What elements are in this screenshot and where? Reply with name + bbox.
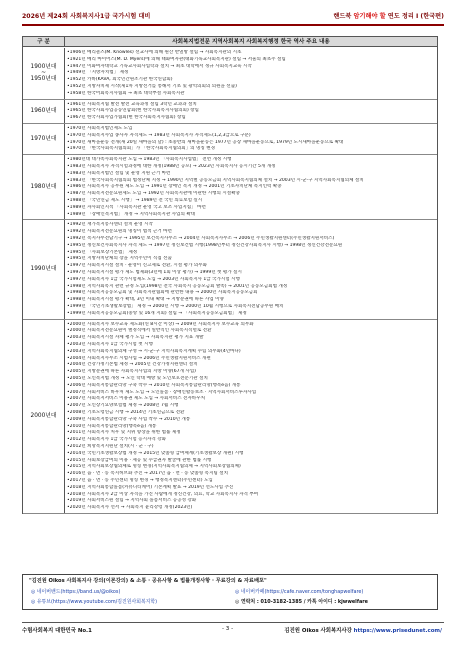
header-rule bbox=[22, 24, 444, 26]
history-table bbox=[22, 36, 438, 514]
event-item: •2015년 사회보장급여의 이용 · 제공 및 수급권자 발굴에 관한 법률 시행 bbox=[67, 457, 212, 463]
event-item: •2003년 사회복지사 1급 국가시험 첫 시행 bbox=[67, 341, 153, 347]
event-item: •2020년 사회복지사 선서 → 사회복지 윤리강령 개정(2023년) bbox=[67, 505, 193, 511]
contact-info: ◎ 연락처 : 010-3182-1385 / 카톡 아이디 : kjwwelfare bbox=[235, 599, 368, 605]
event-item: •2006년 사회복지통합관리망 구축 착수 → 2010년 사회복지통합관리망(행복e음) 개통 bbox=[67, 382, 241, 388]
handbook-title bbox=[333, 11, 444, 20]
era-label: 1990년대 bbox=[30, 266, 57, 273]
event-item: •1988년 「국민연금 제도 시행」 → 1989년 전 국민 의료보험 실시 bbox=[67, 197, 203, 203]
event-item: •1986년 사회복지사 공무원 제도 도입 → 1991년 장애인 복지 개정 → 2001년 기초자치단체 복지인력 확충 bbox=[67, 184, 282, 190]
exam-title: 2026년 제24회 사회복지사1급 국가시험 대비 bbox=[22, 13, 151, 20]
event-item: •1947년 이화여자대학교 기독교사회사업학과 설치 → 최초 대학에서 정규 사회복지교육 시작 bbox=[67, 63, 252, 69]
era-label: 1970년대 bbox=[30, 135, 57, 142]
event-item: •1999년 「국민기초생활보장법」 제정 → 2000년 시행 → 2000년 10월 시행으로 사회복지전담공무원 배치 bbox=[67, 303, 284, 309]
footer-site bbox=[284, 626, 442, 634]
event-item: •2014년 국민기초생활보장법 개정 → 2015년 맞춤형 급여체계(기초생활보장 개편) 시행 bbox=[67, 450, 244, 456]
youtube-link[interactable]: ◎ 유튜브(https://www.youtube.com/김진원사회복지학) bbox=[31, 599, 158, 605]
event-item: •1906년 메리놀즈(M. Knowles) 선교사에 의해 원산 반열방 설립 → 사회복지관의 시초 bbox=[67, 50, 242, 55]
footer-site-link[interactable]: https://www.prisedunet.com/ bbox=[353, 628, 442, 634]
event-list bbox=[67, 48, 435, 99]
table-row bbox=[23, 220, 437, 319]
era-cell bbox=[23, 100, 65, 123]
event-item: •1952년 카바(KAVA, 외국민간원조기관 한국연합회) bbox=[67, 77, 173, 83]
era-cell bbox=[23, 320, 65, 513]
era-label: ~ bbox=[41, 70, 46, 77]
era-label: 1950년대 bbox=[30, 76, 57, 83]
era-label: 1900년대 bbox=[30, 63, 57, 70]
era-label: 1980년대 bbox=[30, 184, 57, 191]
event-item: •1970년 사회복지사업 종사자 자격제도 → 1983년 사회복지사 자격제도(1,2,3급으로 구분) bbox=[67, 132, 251, 138]
handbook-title-suffix: 연도 정리 I (한국편) bbox=[385, 13, 444, 20]
era-label: 2000년대 bbox=[30, 413, 57, 420]
event-item: •1949년 「지방자치법」 제정 bbox=[67, 70, 129, 76]
page-header bbox=[22, 11, 444, 25]
event-item: •2007년 사회서비스 바우처 제도 도입 → 노인돌봄 · 장애인활동보조 · 지역사회서비스투자사업 bbox=[67, 389, 257, 395]
event-item: •1997년 사회복지사 1급 국가시험제도 도입 → 2003년 사회복지사 1급 국가시험 시행 bbox=[67, 276, 240, 282]
notice-box bbox=[22, 574, 438, 610]
table-row bbox=[23, 124, 437, 155]
event-item: •2007년 노인장기요양보험법 제정 → 2008년 7월 시행 bbox=[67, 403, 179, 409]
naver-band-link[interactable]: ◎ 네이버밴드(https://band.us/@oikos) bbox=[31, 589, 121, 595]
table-header bbox=[23, 37, 437, 47]
era-label: 1960년대 bbox=[30, 108, 57, 115]
event-list bbox=[67, 100, 435, 123]
table-row bbox=[23, 100, 437, 124]
event-item: •2018년 사회복지사 2급 이상 자격을 가진 사람에게 정신건강, 의료, 학교 사회복지사 자격 부여 bbox=[67, 491, 259, 497]
event-item: •2017년 읍 · 면 · 동 주민센터 명칭 변경 → 행정복지센터(주민센터) 도입 bbox=[67, 477, 213, 483]
handbook-title-emphasis: 암기해야 할 bbox=[353, 13, 386, 20]
event-item: •1970년 사회복지법인제도 도입 bbox=[67, 126, 133, 131]
footer-slogan: 수험사회복지 대한민국 No.1 bbox=[22, 628, 92, 634]
event-item: •2005년 지방분권에 따른 사회복지사업의 지방 이양(67개 사업) bbox=[67, 369, 196, 375]
event-list bbox=[67, 220, 435, 318]
event-item: •2005년 노인복지법 개정 → 노인 학대 예방 및 노인보호전문기관 설치 bbox=[67, 375, 208, 381]
event-item: •1987년 사회복지전문요원제도 도입 → 1992년 사회복지관에 이관한 시행의 시설확충 bbox=[67, 191, 240, 197]
event-item: •2009년 사회복지통합관리망 구축 사업 착수 → 2010년 개통 bbox=[67, 416, 191, 422]
notice-title: "김진원 Oikos 사회복지사 강의(이론강의) & 소통 · 공유사항 & 법률개정사항 · 무료강의 & 자료배포" bbox=[29, 578, 267, 584]
event-item: •2011년 사회복지사 처우 및 지위 향상을 위한 법률 제정 bbox=[67, 430, 181, 436]
event-item: •2018년 지역사회통합돌봄(커뮤니티케어) 기본계획 발표 → 2019년 선도사업 추진 bbox=[67, 484, 234, 490]
table-row bbox=[23, 320, 437, 514]
event-item: •1958년 한국어회복지사협회 → 최초 대학부설 사회복지관 bbox=[67, 90, 185, 96]
column-header-content: 사회복지법전문 지역사회복지 사회복지행정 한국 역사 주요 내용 bbox=[172, 39, 330, 45]
event-item: •1965년 한국사회사업공동연합회(현 한국사회복지사협의회) 창립 bbox=[67, 108, 199, 114]
event-item: •2012년 희망복지지원단 설치(시 · 군 · 구) bbox=[67, 443, 154, 449]
event-item: •1995년 지방자치단체의 장을 지역주민이 직접 선출 bbox=[67, 256, 172, 262]
event-item: •2016년 읍 · 면 · 동 복지허브화 추진 → 2017년 읍 · 면 · 동 맞춤형 복지팀 설치 bbox=[67, 471, 229, 477]
event-item: •1999년 사회복지공동모금회(중앙 및 16개 지회) 설립 → 「사회복지공동모금회법」 제정 bbox=[67, 310, 247, 316]
table-row bbox=[23, 155, 437, 220]
event-item: •1995년 「사회보장기본법」 제정 bbox=[67, 249, 138, 255]
event-list bbox=[67, 320, 435, 513]
event-item: •1997년 사회복지시설 평가 제도 법제화(3년에 1회 이상 평가) → 1999년 첫 평가 실시 bbox=[67, 269, 242, 275]
event-item: •1983년 사회복지사 자격시험과정에 대한 개정(1988년 공포) → 2023년 사회복지사 응시기간 5개 개정 bbox=[67, 163, 276, 169]
footer-author: 김진원 Oikos 사회복지사강 bbox=[284, 628, 354, 634]
event-item: •2000년 사회복지전문요원이 별정직에서 일반직인 사회복지직렬로 전환 bbox=[67, 328, 212, 334]
event-item: •1998년 지역사회복지 관련 규정 도입(1998년 전국 사회복지 공동모금회 발족) → 2001년 공동모금회법 개정 bbox=[67, 283, 288, 289]
event-item: •1992년 사회복지전문요원의 명칭이 법적 근거 마련 bbox=[67, 229, 172, 235]
event-item: •1992년 복지사무전담기구 → 1995년 보건복지사무소 → 2004년 사회복지사무소 → 2006년 주민생활지원센터(주민생활지원서비스) bbox=[67, 235, 335, 241]
naver-cafe-link[interactable]: ◎ 네이버카페(https://cafe.naver.com/tonghapwelfare) bbox=[235, 589, 364, 595]
event-item: •2019년 사회서비스원 설립 → 지역사회 돌봄서비스 공공성 강화 bbox=[67, 498, 197, 504]
event-item: •1970년 「한국사회복지협의회」가 「한국사회복지협의회」의 명칭 변경 bbox=[67, 146, 216, 152]
event-item: •2008년 기초노령연금 시행 → 2014년 기초연금으로 전환 bbox=[67, 409, 185, 415]
event-item: •1998년 사회복지시설 평가 확대, 3년 이내 확대 → 지방분권에 따른 사업 이양 bbox=[67, 297, 224, 303]
event-item: •1921년 메리 마이어스(M. D. Myers)에 의해 태화여자관(태화기독교사회복지관) 설립 → 서울의 최초주 설립 bbox=[67, 56, 286, 62]
table-row bbox=[23, 48, 437, 100]
event-item: •2015년 지역사회보장협의체로 명칭 변경(지역사회복지협의체 → 지역사회보장협의체) bbox=[67, 464, 241, 470]
footer-rule bbox=[22, 622, 444, 623]
event-item: •1989년 자사회인지적 「사회복지관 운영 국고 보조 사업지침」 마련 bbox=[67, 204, 206, 210]
event-item: •1952년 지방자치제 시작(제1차 지방선거를 통해서 기초 및 광역의회의 의원을 선출) bbox=[67, 83, 237, 89]
event-item: •1970년 새마을운동 전개(새 20일 새마을의 날) : 초중반의 새마을운동은 1977년 공장 새마을운동으로, 1979년 도시새마을운동으로 확대 bbox=[67, 139, 344, 145]
event-list bbox=[67, 155, 435, 219]
handbook-title-prefix: 핸드북 bbox=[333, 13, 354, 20]
era-cell bbox=[23, 155, 65, 219]
event-item: •1989년 「장애인복지법」 개정 → 지역사회복지관 사업의 확대 bbox=[67, 211, 196, 217]
event-list bbox=[67, 124, 435, 154]
era-cell bbox=[23, 220, 65, 318]
event-item: •2012년 사회복지사 1급 국가시험 응시자격 강화 bbox=[67, 437, 167, 443]
event-item: •2004년 건강가정기본법 제정 → 2005년 건강가정지원센터 설치 bbox=[67, 362, 198, 368]
event-item: •2007년 사회복지서비스 이용권 제도 도입 → 사회서비스 전자바우처 bbox=[67, 396, 205, 402]
event-item: •2003년 사회복지시설 자체 평가 도입 → 사회복지관 평가 지표 개발 bbox=[67, 335, 204, 341]
era-cell bbox=[23, 124, 65, 154]
event-item: •1980년대 대가족사회복지관 도입 → 1983년 「사회복지사업법」 전면 개정 시행 bbox=[67, 157, 232, 163]
event-item: •1995년 정신보건사회복지사 자격 제도 → 1997년 정신보건법 시행(1998년부터 정신건강사회복지사 시행) → 1998년 정신건강전문요원 bbox=[67, 242, 343, 248]
event-item: •2000년 사회복지사 보수교육 제도화(연 8시간 이상) → 2009년 사회복지사 보수교육 의무화 bbox=[67, 321, 254, 327]
event-item: •1992년 재가복지봉사센터 설치 운영 시작 bbox=[67, 222, 153, 228]
event-item: •2010년 사회복지통합관리망(행복e음) 개통 bbox=[67, 423, 157, 429]
event-item: •1961년 사회복지협 발전 발전 교육과정 설립 3학년 교과과 설치 bbox=[67, 101, 197, 107]
event-item: •1998년 사회복지공동모금회 및 사회복지관협회에 관련한 내용 → 2000년 사회복지공동모금회 bbox=[67, 290, 258, 296]
event-item: •2004년 사회복지사무소 시범사업 → 2006년 주민생활지원서비스 개편 bbox=[67, 355, 211, 361]
era-cell bbox=[23, 48, 65, 99]
event-item: •1983년 「한국사회복지협의회 법정단체 지정 → 1990년 지역별 공동모금회 지역사회복지협의체 설치 → 2003년 시·군·구 지역사회복지협의체 설치 bbox=[67, 177, 364, 183]
event-item: •1967년 한국사회사업가협회(현 한국사회복지사협회) 창립 bbox=[67, 115, 186, 121]
event-item: •1983년 사회복지법인 설립 및 운영 지원 근거 마련 bbox=[67, 170, 171, 176]
event-item: •1997년 사회복지시설 설치 · 운영이 신고제로 전환, 시설 평가 의무화 bbox=[67, 263, 207, 269]
column-header-era: 구 분 bbox=[23, 37, 65, 47]
event-item: •2003년 지역사회복지협의체 구성 → 시·군·구 지역사회복지계획 수립 의무화(4년마다) bbox=[67, 348, 241, 354]
page-number: - 3 - bbox=[222, 626, 234, 632]
